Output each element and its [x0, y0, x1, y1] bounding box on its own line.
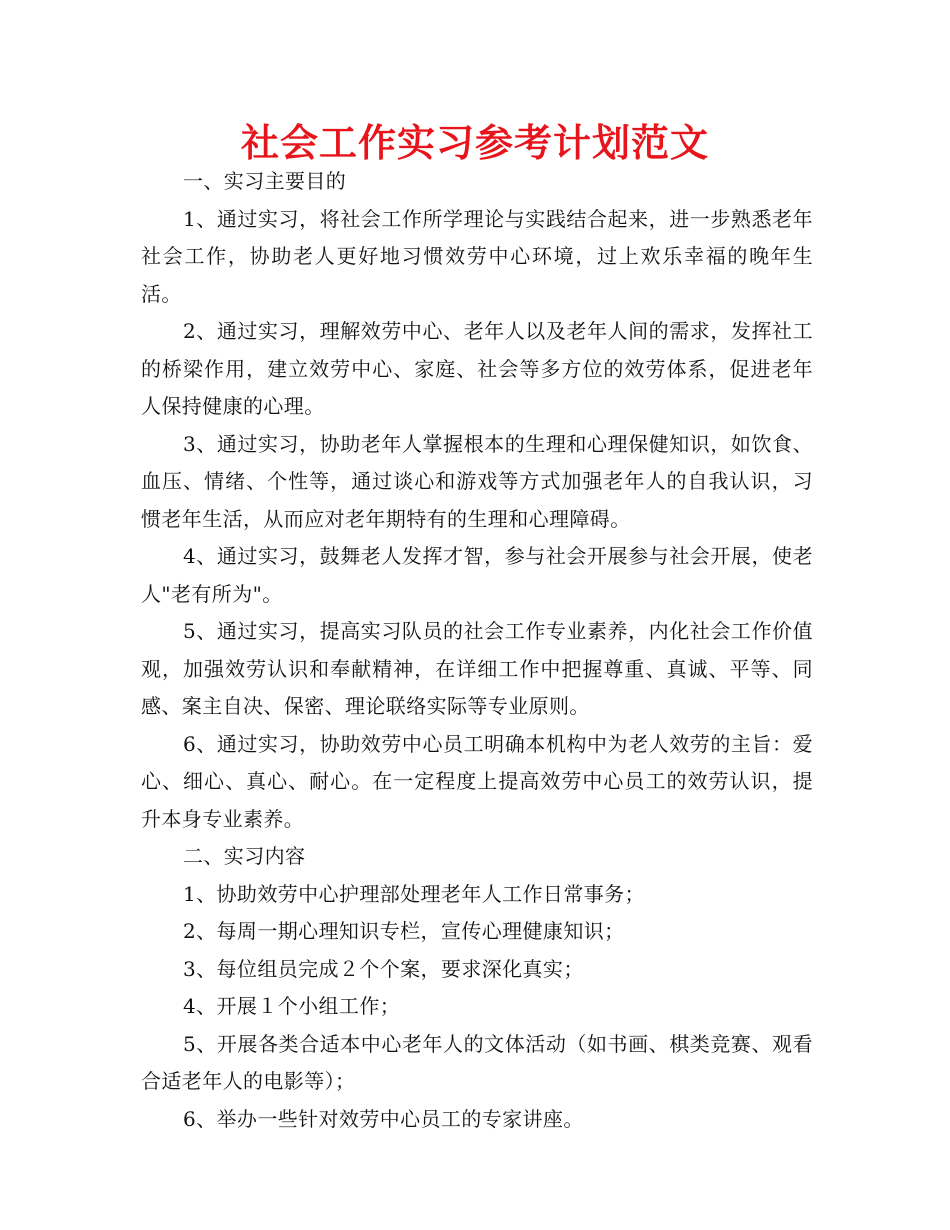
paragraph-content-3: 3、每位组员完成２个个案，要求深化真实； — [183, 956, 584, 981]
section-heading-content: 二、实习内容 — [183, 844, 306, 868]
paragraph-content-5: 5、开展各类合适本中心老年人的文体活动（如书画、棋类竞赛、观看合适老年人的电影等）； — [141, 1031, 813, 1093]
document-title: 社会工作实习参考计划范文 — [240, 121, 709, 165]
paragraph-content-2: 2、每周一期心理知识专栏，宣传心理健康知识； — [183, 919, 625, 943]
paragraph-purpose-3: 3、通过实习，协助老年人掌握根本的生理和心理保健知识，如饮食、血压、情绪、个性等，通过谈心和游戏等方式加强老年人的自我认识，习惯老年生活，从而应对老年期特有的生理和心理障碍。 — [141, 431, 813, 531]
paragraph-purpose-5: 5、通过实习，提高实习队员的社会工作专业素养，内化社会工作价值观，加强效劳认识和奉献精神，在详细工作中把握尊重、真诚、平等、同感、案主自决、保密、理论联络实际等专业原则。 — [141, 619, 813, 718]
section-heading-purpose: 一、实习主要目的 — [183, 169, 347, 193]
document-body — [141, 163, 813, 1138]
paragraph-content-4: 4、开展１个小组工作； — [183, 994, 401, 1018]
paragraph-content-6: 6、举办一些针对效劳中心员工的专家讲座。 — [183, 1106, 584, 1131]
paragraph-purpose-6: 6、通过实习，协助效劳中心员工明确本机构中为老人效劳的主旨：爱心、细心、真心、耐心。在一定程度上提高效劳中心员工的效劳认识，提升本身专业素养。 — [141, 731, 813, 831]
paragraph-purpose-1: 1、通过实习，将社会工作所学理论与实践结合起来，进一步熟悉老年社会工作，协助老人更好地习惯效劳中心环境，过上欢乐幸福的晚年生活。 — [141, 206, 813, 306]
paragraph-purpose-2: 2、通过实习，理解效劳中心、老年人以及老年人间的需求，发挥社工的桥梁作用，建立效劳中心、家庭、社会等多方位的效劳体系，促进老年人保持健康的心理。 — [141, 319, 813, 418]
paragraph-purpose-4: 4、通过实习，鼓舞老人发挥才智，参与社会开展参与社会开展，使老人"老有所为"。 — [141, 544, 813, 606]
paragraph-content-1: 1、协助效劳中心护理部处理老年人工作日常事务； — [183, 881, 645, 906]
